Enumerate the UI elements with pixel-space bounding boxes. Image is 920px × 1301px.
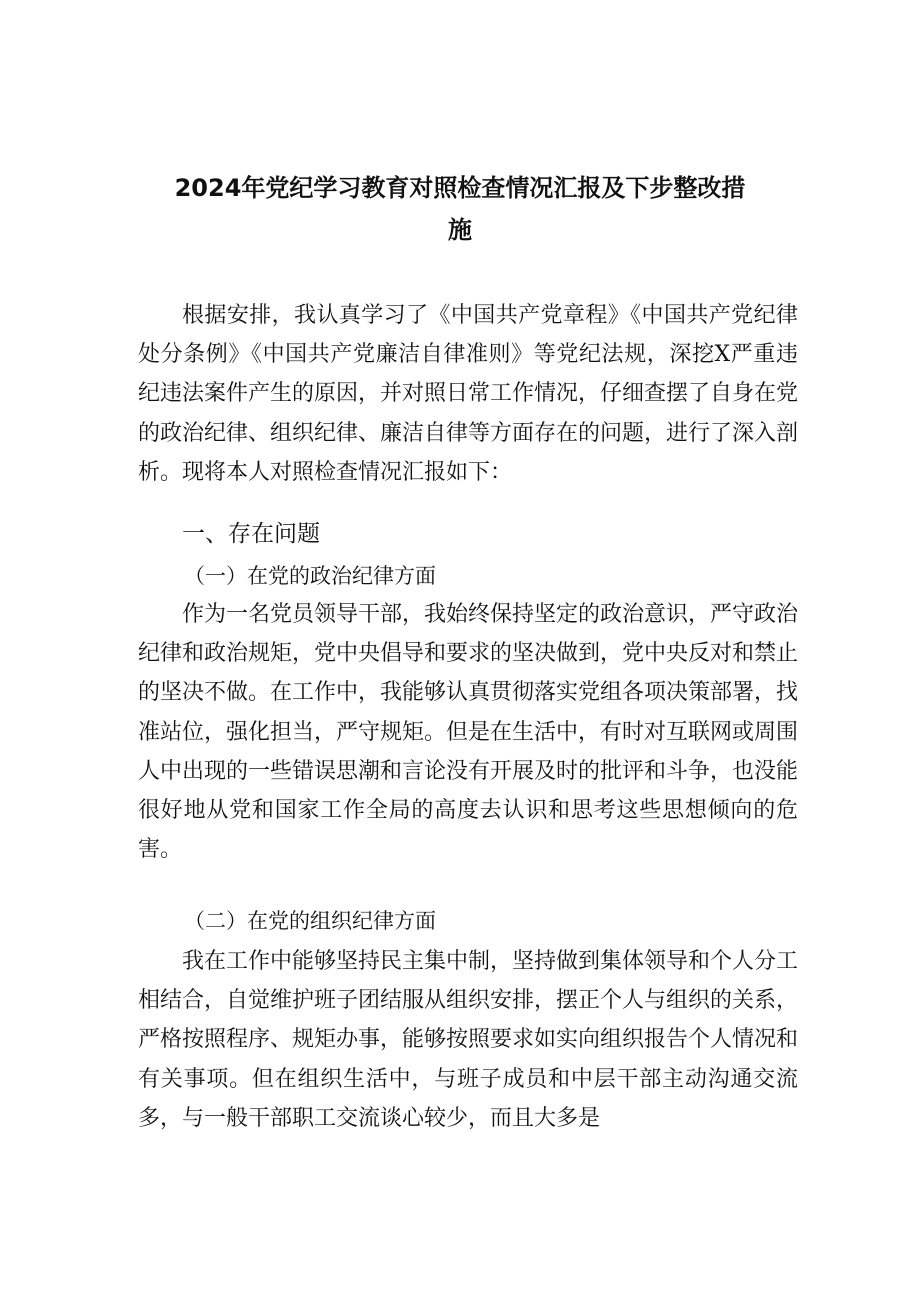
subsection-heading-organizational-discipline: （二）在党的组织纪律方面 xyxy=(184,909,436,933)
subsection-heading-political-discipline: （一）在党的政治纪律方面 xyxy=(184,564,436,588)
organizational-discipline-paragraph: 我在工作中能够坚持民主集中制，坚持做到集体领导和个人分工相结合，自觉维护班子团结服从组织安排，摆正个人与组织的关系，严格按照程序、规矩办事，能够按照要求如实向组织报告个人情况和有关事项。但在组织生活中，与班子成员和中层干部主动沟通交流多，与一般干部职工交流谈心较少，而且大多是 xyxy=(138,949,799,1131)
intro-paragraph: 根据安排，我认真学习了《中国共产党章程》《中国共产党纪律处分条例》《中国共产党廉洁自律准则》等党纪法规，深挖X严重违纪违法案件产生的原因，并对照日常工作情况，仔细查摆了自身在党的政治纪律、组织纪律、廉洁自律等方面存在的问题，进行了深入剖析。现将本人对照检查情况汇报如下： xyxy=(138,303,799,485)
document-title-line-1: 2024年党纪学习教育对照检查情况汇报及下步整改措 xyxy=(174,174,746,202)
document-title-line-2: 施 xyxy=(448,216,472,244)
section-heading-problems: 一、存在问题 xyxy=(182,521,320,547)
political-discipline-paragraph: 作为一名党员领导干部，我始终保持坚定的政治意识，严守政治纪律和政治规矩，党中央倡导和要求的坚决做到，党中央反对和禁止的坚决不做。在工作中，我能够认真贯彻落实党组各项决策部署，找准站位，强化担当，严守规矩。但是在生活中，有时对互联网或周围人中出现的一些错误思潮和言论没有开展及时的批评和斗争，也没能很好地从党和国家工作全局的高度去认识和思考这些思想倾向的危害。 xyxy=(138,602,799,863)
